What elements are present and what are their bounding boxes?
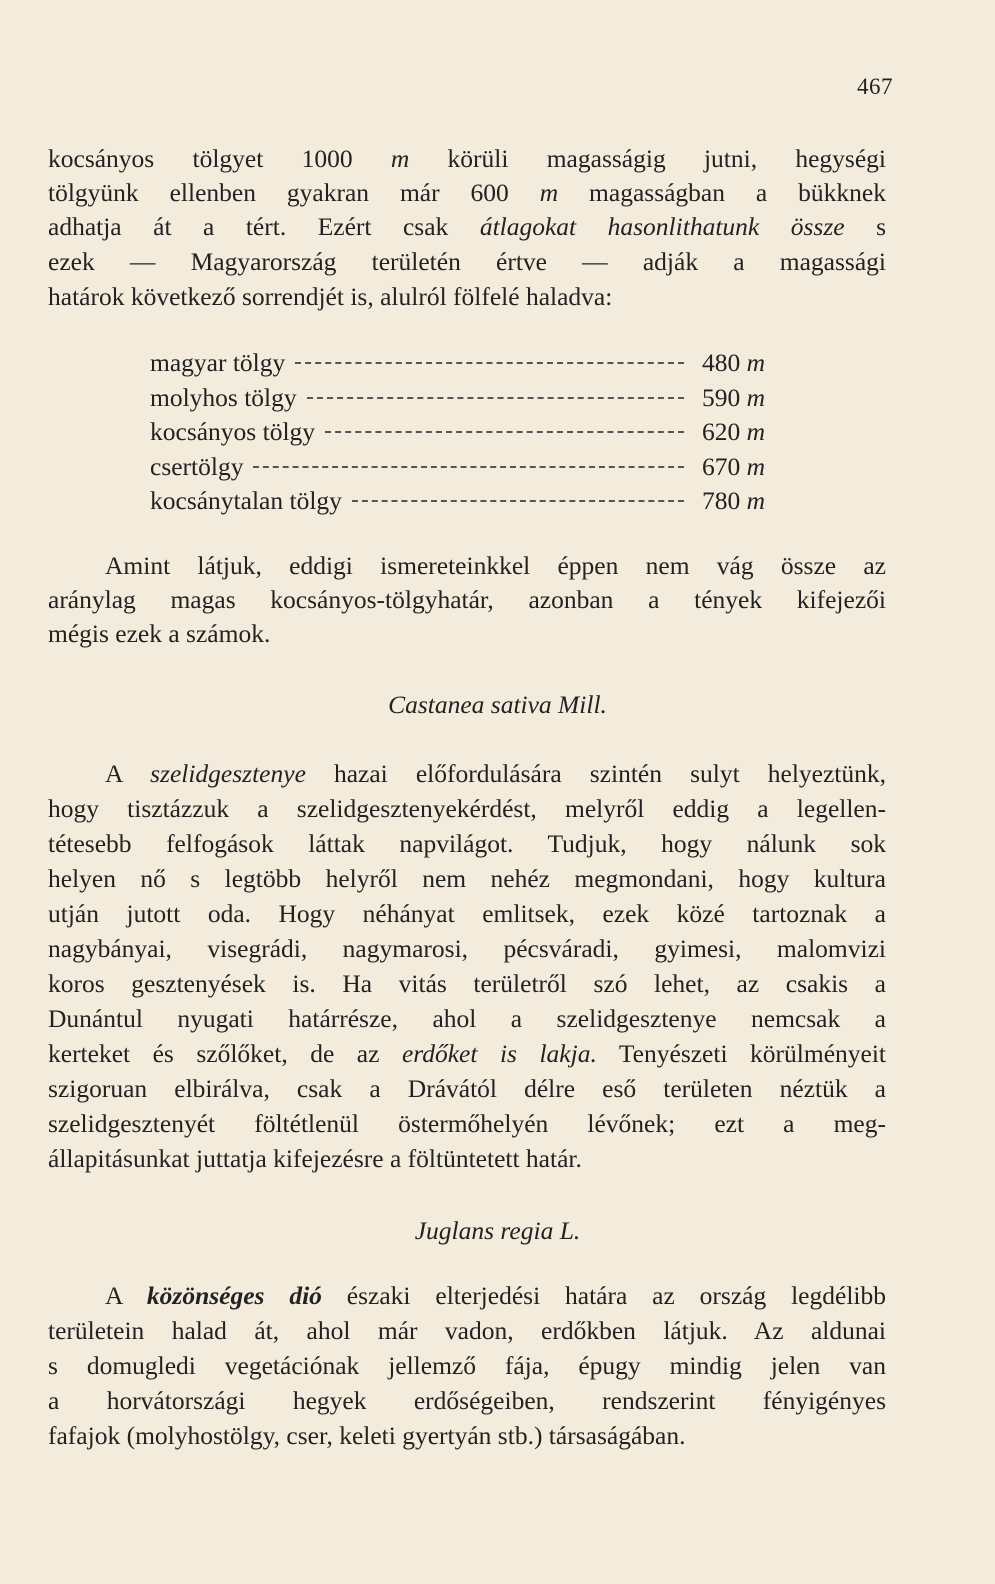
text-line: koros gesztenyések is. Ha vitás területről szó lehet, az csakis a — [48, 969, 886, 998]
text-line: Dunántul nyugati határrésze, ahol a szelidgesztenye nemcsak a — [48, 1004, 886, 1033]
text-line: szigoruan elbirálva, csak a Drávától délre eső területen néztük a — [48, 1074, 886, 1103]
species-name: kocsányos tölgy — [150, 417, 316, 446]
text-line: A szelidgesztenye hazai előfordulására szintén sulyt helyeztünk, — [105, 759, 886, 788]
text-line: hogy tisztázzuk a szelidgesztenyekérdést, melyről eddig a legellen- — [48, 794, 886, 823]
altitude-value: 780 m — [702, 486, 766, 515]
altitude-value: 480 m — [702, 348, 766, 377]
altitude-row — [150, 381, 790, 416]
species-name: kocsánytalan tölgy — [150, 486, 342, 515]
leader-dots — [352, 500, 684, 502]
text-line: nagybányai, visegrádi, nagymarosi, pécsváradi, gyimesi, malomvizi — [48, 934, 886, 963]
text-line: szelidgesztenyét föltétlenül östermőhelyén lévőnek; ezt a meg- — [48, 1109, 886, 1138]
leader-dots — [253, 466, 684, 468]
altitude-row — [150, 415, 790, 450]
text-line: helyen nő s legtöbb helyről nem nehéz megmondani, hogy kultura — [48, 864, 886, 893]
page-number: 467 — [857, 74, 893, 99]
text-line: határok következő sorrendjét is, alulról fölfelé haladva: — [48, 282, 613, 311]
text-line: állapitásunkat juttatja kifejezésre a föltüntetett határ. — [48, 1144, 582, 1173]
text-line: utján jutott oda. Hogy néhányat emlitsek, ezek közé tartoznak a — [48, 899, 886, 928]
leader-dots — [307, 397, 684, 399]
text-line: Amint látjuk, eddigi ismereteinkkel éppen nem vág össze az — [105, 551, 886, 580]
section-heading-juglans: Juglans regia L. — [414, 1216, 581, 1245]
altitude-row — [150, 346, 790, 381]
altitude-row — [150, 484, 790, 519]
altitude-value: 670 m — [702, 451, 766, 481]
text-line: tölgyünk ellenben gyakran már 600 m magasságban a bükknek — [48, 178, 886, 207]
text-line: adhatja át a tért. Ezért csak átlagokat hasonlithatunk össze s — [48, 212, 886, 241]
text-line: kerteket és szőlőket, de az erdőket is lakja. Tenyészeti körülményeit — [48, 1039, 887, 1068]
text-line: s domugledi vegetációnak jellemző fája, épugy mindig jelen van — [48, 1351, 886, 1380]
text-line: aránylag magas kocsányos-tölgyhatár, azonban a tények kifejezői — [48, 585, 886, 614]
text-line: tétesebb felfogások láttak napvilágot. Tudjuk, hogy nálunk sok — [48, 829, 886, 858]
species-name: magyar tölgy — [150, 348, 286, 377]
text-line: ezek — Magyarország területén értve — adják a magassági — [48, 247, 886, 276]
text-line: fafajok (molyhostölgy, cser, keleti gyertyán stb.) társaságában. — [48, 1421, 686, 1450]
altitude-row — [150, 450, 790, 485]
altitude-list — [150, 346, 790, 519]
altitude-value: 590 m — [702, 382, 766, 412]
altitude-value: 620 m — [702, 417, 766, 446]
text-line: területein halad át, ahol már vadon, erdőkben látjuk. Az aldunai — [48, 1316, 886, 1345]
leader-dots — [295, 362, 684, 364]
leader-dots — [325, 431, 684, 433]
species-name: csertölgy — [150, 451, 244, 481]
section-heading-castanea: Castanea sativa Mill. — [388, 690, 607, 719]
species-name: molyhos tölgy — [150, 382, 297, 412]
text-line: A közönséges dió északi elterjedési határa az ország legdélibb — [105, 1281, 886, 1310]
text-line: a horvátországi hegyek erdőségeiben, rendszerint fényigényes — [48, 1386, 886, 1415]
text-line: kocsányos tölgyet 1000 m körüli magasságig jutni, hegységi — [48, 144, 886, 173]
text-line: mégis ezek a számok. — [48, 619, 271, 648]
